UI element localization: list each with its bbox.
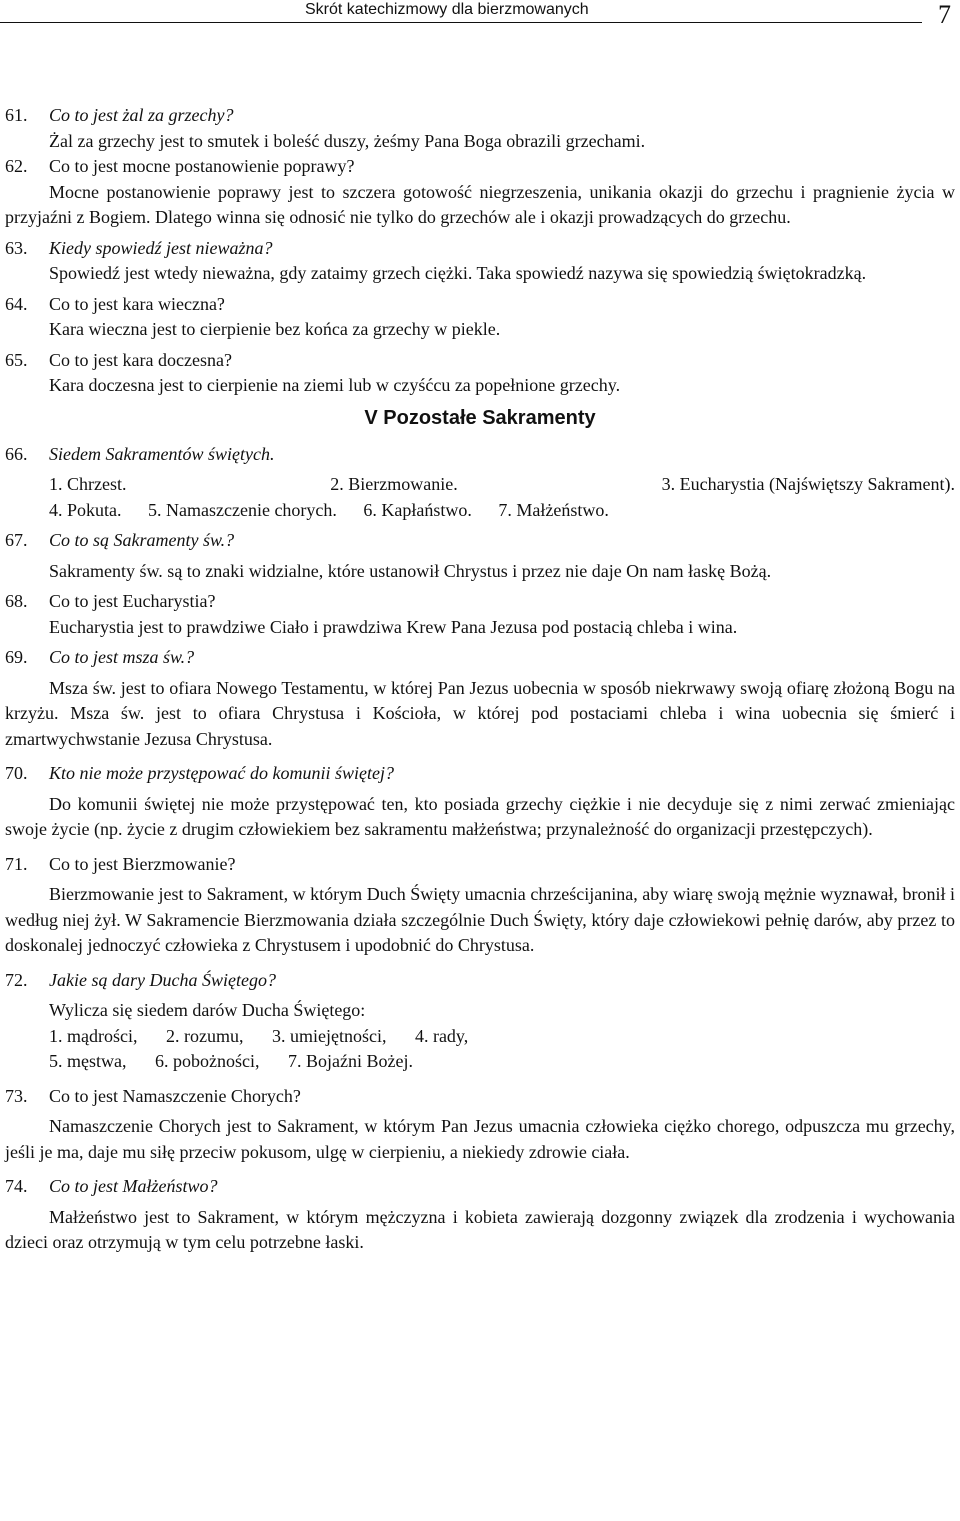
gift-item: 7. Bojaźni Bożej. [287, 1051, 413, 1071]
header-divider [0, 22, 922, 23]
question-number: 69. [5, 647, 28, 667]
question-71 [5, 852, 955, 878]
sacrament-item: 1. Chrzest. [49, 474, 127, 494]
question-number: 61. [5, 105, 28, 125]
question-67 [5, 528, 955, 554]
question-text: Co to jest Małżeństwo? [49, 1176, 218, 1196]
gift-item: 2. rozumu, [165, 1025, 244, 1046]
question-text: Co to jest Eucharystia? [49, 591, 216, 611]
question-text: Kiedy spowiedź jest nieważna? [49, 237, 273, 258]
question-number: 73. [5, 1085, 28, 1106]
question-number: 68. [5, 591, 28, 611]
answer-70: Do komunii świętej nie może przystępować ten, kto posiada grzechy ciężkie i nie decyduje się z nimi zerwać zmieniając swoje życie (np. życie z drugim człowiekiem bez sakramentu małżeństwa; przynależność do organizacji przestępczych). [5, 793, 955, 839]
question-number: 74. [5, 1176, 28, 1196]
question-text: Co to jest Bierzmowanie? [49, 853, 236, 874]
question-text: Co to jest żal za grzechy? [49, 105, 234, 125]
sacrament-item: 6. Kapłaństwo. [363, 499, 472, 520]
answer-71: Bierzmowanie jest to Sakrament, w którym Duch Święty umacnia chrześcijanina, aby wiarę swoją mężnie wyznawał, bronił i według niej żył. W Sakramencie Bierzmowania działa szczególnie Duch Święty, który daje człowiekowi pełnię darów, aby przez to doskonalej jednoczyć człowieka z Chrystusem i upodobnić do Chrystusa. [5, 884, 955, 955]
sacrament-item: 7. Małżeństwo. [498, 499, 609, 520]
answer-65: Kara doczesna jest to cierpienie na ziemi lub w czyśćcu za popełnione grzechy. [49, 375, 621, 395]
sacraments-row-2 [5, 498, 955, 524]
question-70 [5, 761, 955, 787]
question-number: 64. [5, 293, 28, 314]
question-number: 65. [5, 349, 28, 370]
sacrament-item: 3. Eucharystia (Najświętszy Sakrament). [661, 474, 955, 494]
answer-64: Kara wieczna jest to cierpienie bez końca za grzechy w piekle. [49, 319, 501, 339]
question-number: 63. [5, 237, 28, 258]
question-66 [5, 442, 955, 468]
question-69 [5, 645, 955, 671]
question-text: Co to są Sakramenty św.? [49, 530, 235, 550]
question-62 [5, 154, 955, 180]
question-number: 66. [5, 443, 28, 464]
sacraments-row-1 [5, 472, 955, 498]
question-number: 67. [5, 530, 28, 550]
question-text: Co to jest msza św.? [49, 647, 195, 667]
page-number: 7 [938, 0, 951, 29]
question-text: Co to jest mocne postanowienie poprawy? [49, 156, 355, 176]
question-68 [5, 589, 955, 615]
sacrament-item: 5. Namaszczenie chorych. [148, 499, 337, 520]
page-header [0, 0, 960, 34]
question-61 [5, 103, 955, 129]
question-73 [5, 1084, 955, 1110]
gift-item: 5. męstwa, [49, 1051, 127, 1071]
answer-61: Żal za grzechy jest to smutek i boleść duszy, żeśmy Pana Boga obrazili grzechami. [49, 130, 646, 151]
question-number: 62. [5, 156, 28, 176]
question-74 [5, 1174, 955, 1200]
page-body [5, 103, 955, 1256]
question-text: Co to jest kara doczesna? [49, 349, 232, 370]
answer-72-intro: Wylicza się siedem darów Ducha Świętego: [49, 1000, 366, 1020]
section-heading: V Pozostałe Sakramenty [364, 406, 596, 429]
question-number: 71. [5, 853, 28, 874]
answer-68: Eucharystia jest to prawdziwe Ciało i prawdziwa Krew Pana Jezusa pod postacią chleba i wina. [49, 616, 738, 637]
answer-63: Spowiedź jest wtedy nieważna, gdy zataimy grzech ciężki. Taka spowiedź nazywa się spowiedzią świętokradzką. [49, 263, 867, 283]
question-text: Kto nie może przystępować do komunii świętej? [49, 763, 394, 783]
sacrament-item: 4. Pokuta. [49, 499, 122, 520]
question-number: 72. [5, 969, 28, 990]
answer-62: Mocne postanowienie poprawy jest to szczera gotowość niegrzeszenia, unikania okazji do grzechu i pragnienie życia w przyjaźni z Bogiem. Dlatego winna się odnosić nie tylko do grzechów ale i okazji prowadzących do grzechu. [5, 181, 955, 227]
gift-item: 1. mądrości, [49, 1025, 138, 1046]
question-63 [5, 236, 955, 262]
answer-73: Namaszczenie Chorych jest to Sakrament, w którym Pan Jezus umacnia człowieka ciężko chorego, odpuszcza mu grzechy, jeśli je ma, daje mu siłę przeciw pokusom, ulgę w cierpieniu, a niekiedy zdrowie ciała. [5, 1116, 955, 1162]
question-text: Jakie są dary Ducha Świętego? [49, 969, 276, 990]
question-64 [5, 292, 955, 318]
sacrament-item: 2. Bierzmowanie. [330, 474, 458, 494]
running-title: Skrót katechizmowy dla bierzmowanych [305, 1, 589, 18]
gift-item: 6. pobożności, [154, 1051, 260, 1071]
answer-74: Małżeństwo jest to Sakrament, w którym mężczyzna i kobieta zawierają dozgonny związek dla zrodzenia i wychowania dzieci oraz otrzymują w tym celu potrzebne łaski. [5, 1206, 955, 1252]
question-65 [5, 348, 955, 374]
question-number: 70. [5, 763, 28, 783]
question-text: Siedem Sakramentów świętych. [49, 443, 275, 464]
gifts-row-1 [5, 1024, 955, 1050]
question-text: Co to jest kara wieczna? [49, 293, 225, 314]
gifts-row-2 [5, 1049, 955, 1075]
question-text: Co to jest Namaszczenie Chorych? [49, 1085, 301, 1106]
gift-item: 4. rady, [414, 1025, 469, 1046]
gift-item: 3. umiejętności, [271, 1025, 387, 1046]
answer-69: Msza św. jest to ofiara Nowego Testamentu, w której Pan Jezus uobecnia w sposób niekrwawy swoją ofiarę złożoną Bogu na krzyżu. Msza św. jest to ofiara Chrystusa i Kościoła, w której pod postaciami chleba i wina uobecnia się śmierć i zmartwychwstanie Jezusa Chrystusa. [5, 677, 955, 749]
answer-67: Sakramenty św. są to znaki widzialne, które ustanowił Chrystus i przez nie daje On nam łaskę Bożą. [49, 560, 772, 581]
question-72 [5, 968, 955, 994]
